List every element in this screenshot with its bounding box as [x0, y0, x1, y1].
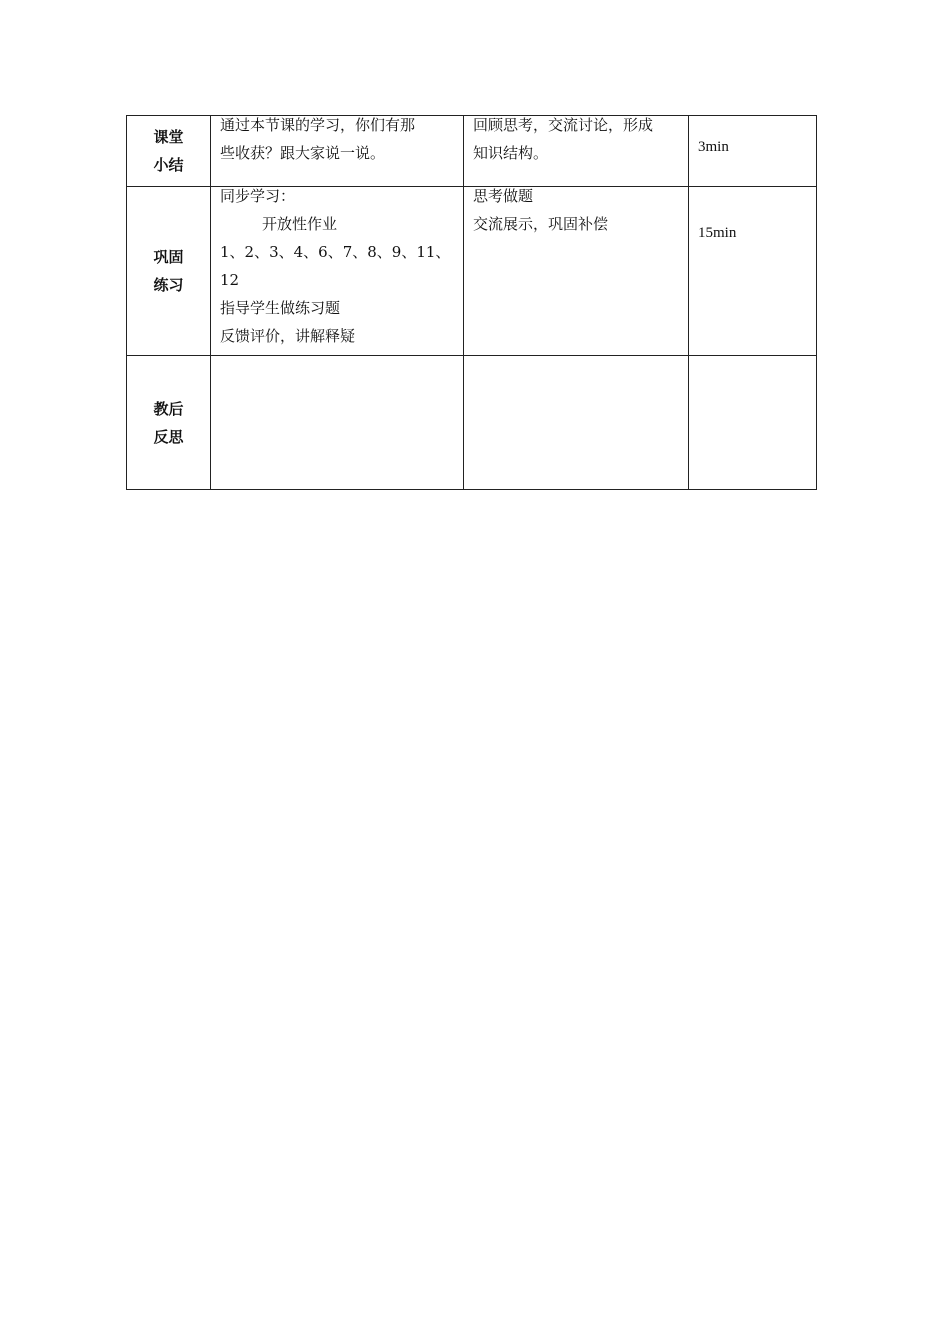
time-value: 15min — [698, 225, 737, 241]
student-activity-line: 知识结构。 — [473, 144, 549, 162]
row-label-line: 教后 — [153, 399, 184, 418]
teacher-activity-line: 反馈评价，讲解释疑 — [220, 327, 356, 345]
teacher-activity-cell — [211, 356, 464, 490]
table-row-summary — [127, 116, 817, 187]
time-cell — [689, 116, 817, 187]
row-label-line: 小结 — [153, 156, 184, 174]
table-row-practice — [127, 187, 817, 356]
teacher-activity-cell — [211, 187, 464, 356]
teacher-activity-line: 同步学习： — [220, 187, 296, 205]
row-label-cell — [127, 356, 211, 490]
teacher-activity-line: 12 — [220, 271, 240, 289]
student-activity-line: 回顾思考，交流讨论，形成 — [473, 116, 654, 134]
row-label-line: 课堂 — [153, 128, 184, 146]
row-label-line: 练习 — [153, 276, 184, 294]
student-activity-line: 交流展示，巩固补偿 — [473, 215, 609, 233]
row-label-cell — [127, 116, 211, 187]
teacher-activity-cell — [211, 116, 464, 187]
student-activity-line: 思考做题 — [473, 187, 534, 205]
teacher-activity-line: 1、2、3、4、6、7、8、9、11、 — [220, 243, 451, 261]
row-label-line: 巩固 — [153, 248, 184, 266]
row-label-cell — [127, 187, 211, 356]
teacher-activity-line: 指导学生做练习题 — [220, 299, 341, 317]
time-value: 3min — [698, 139, 729, 155]
teacher-activity-line: 通过本节课的学习，你们有那 — [220, 116, 416, 134]
lesson-plan-table — [126, 115, 817, 490]
teacher-activity-line: 开放性作业 — [262, 215, 338, 233]
teacher-activity-line: 些收获？跟大家说一说。 — [220, 144, 386, 162]
student-activity-cell — [464, 116, 689, 187]
time-cell — [689, 187, 817, 356]
student-activity-cell — [464, 187, 689, 356]
table-row-reflection — [127, 356, 817, 490]
student-activity-cell — [464, 356, 689, 490]
time-cell — [689, 356, 817, 490]
row-label-line: 反思 — [153, 427, 184, 446]
